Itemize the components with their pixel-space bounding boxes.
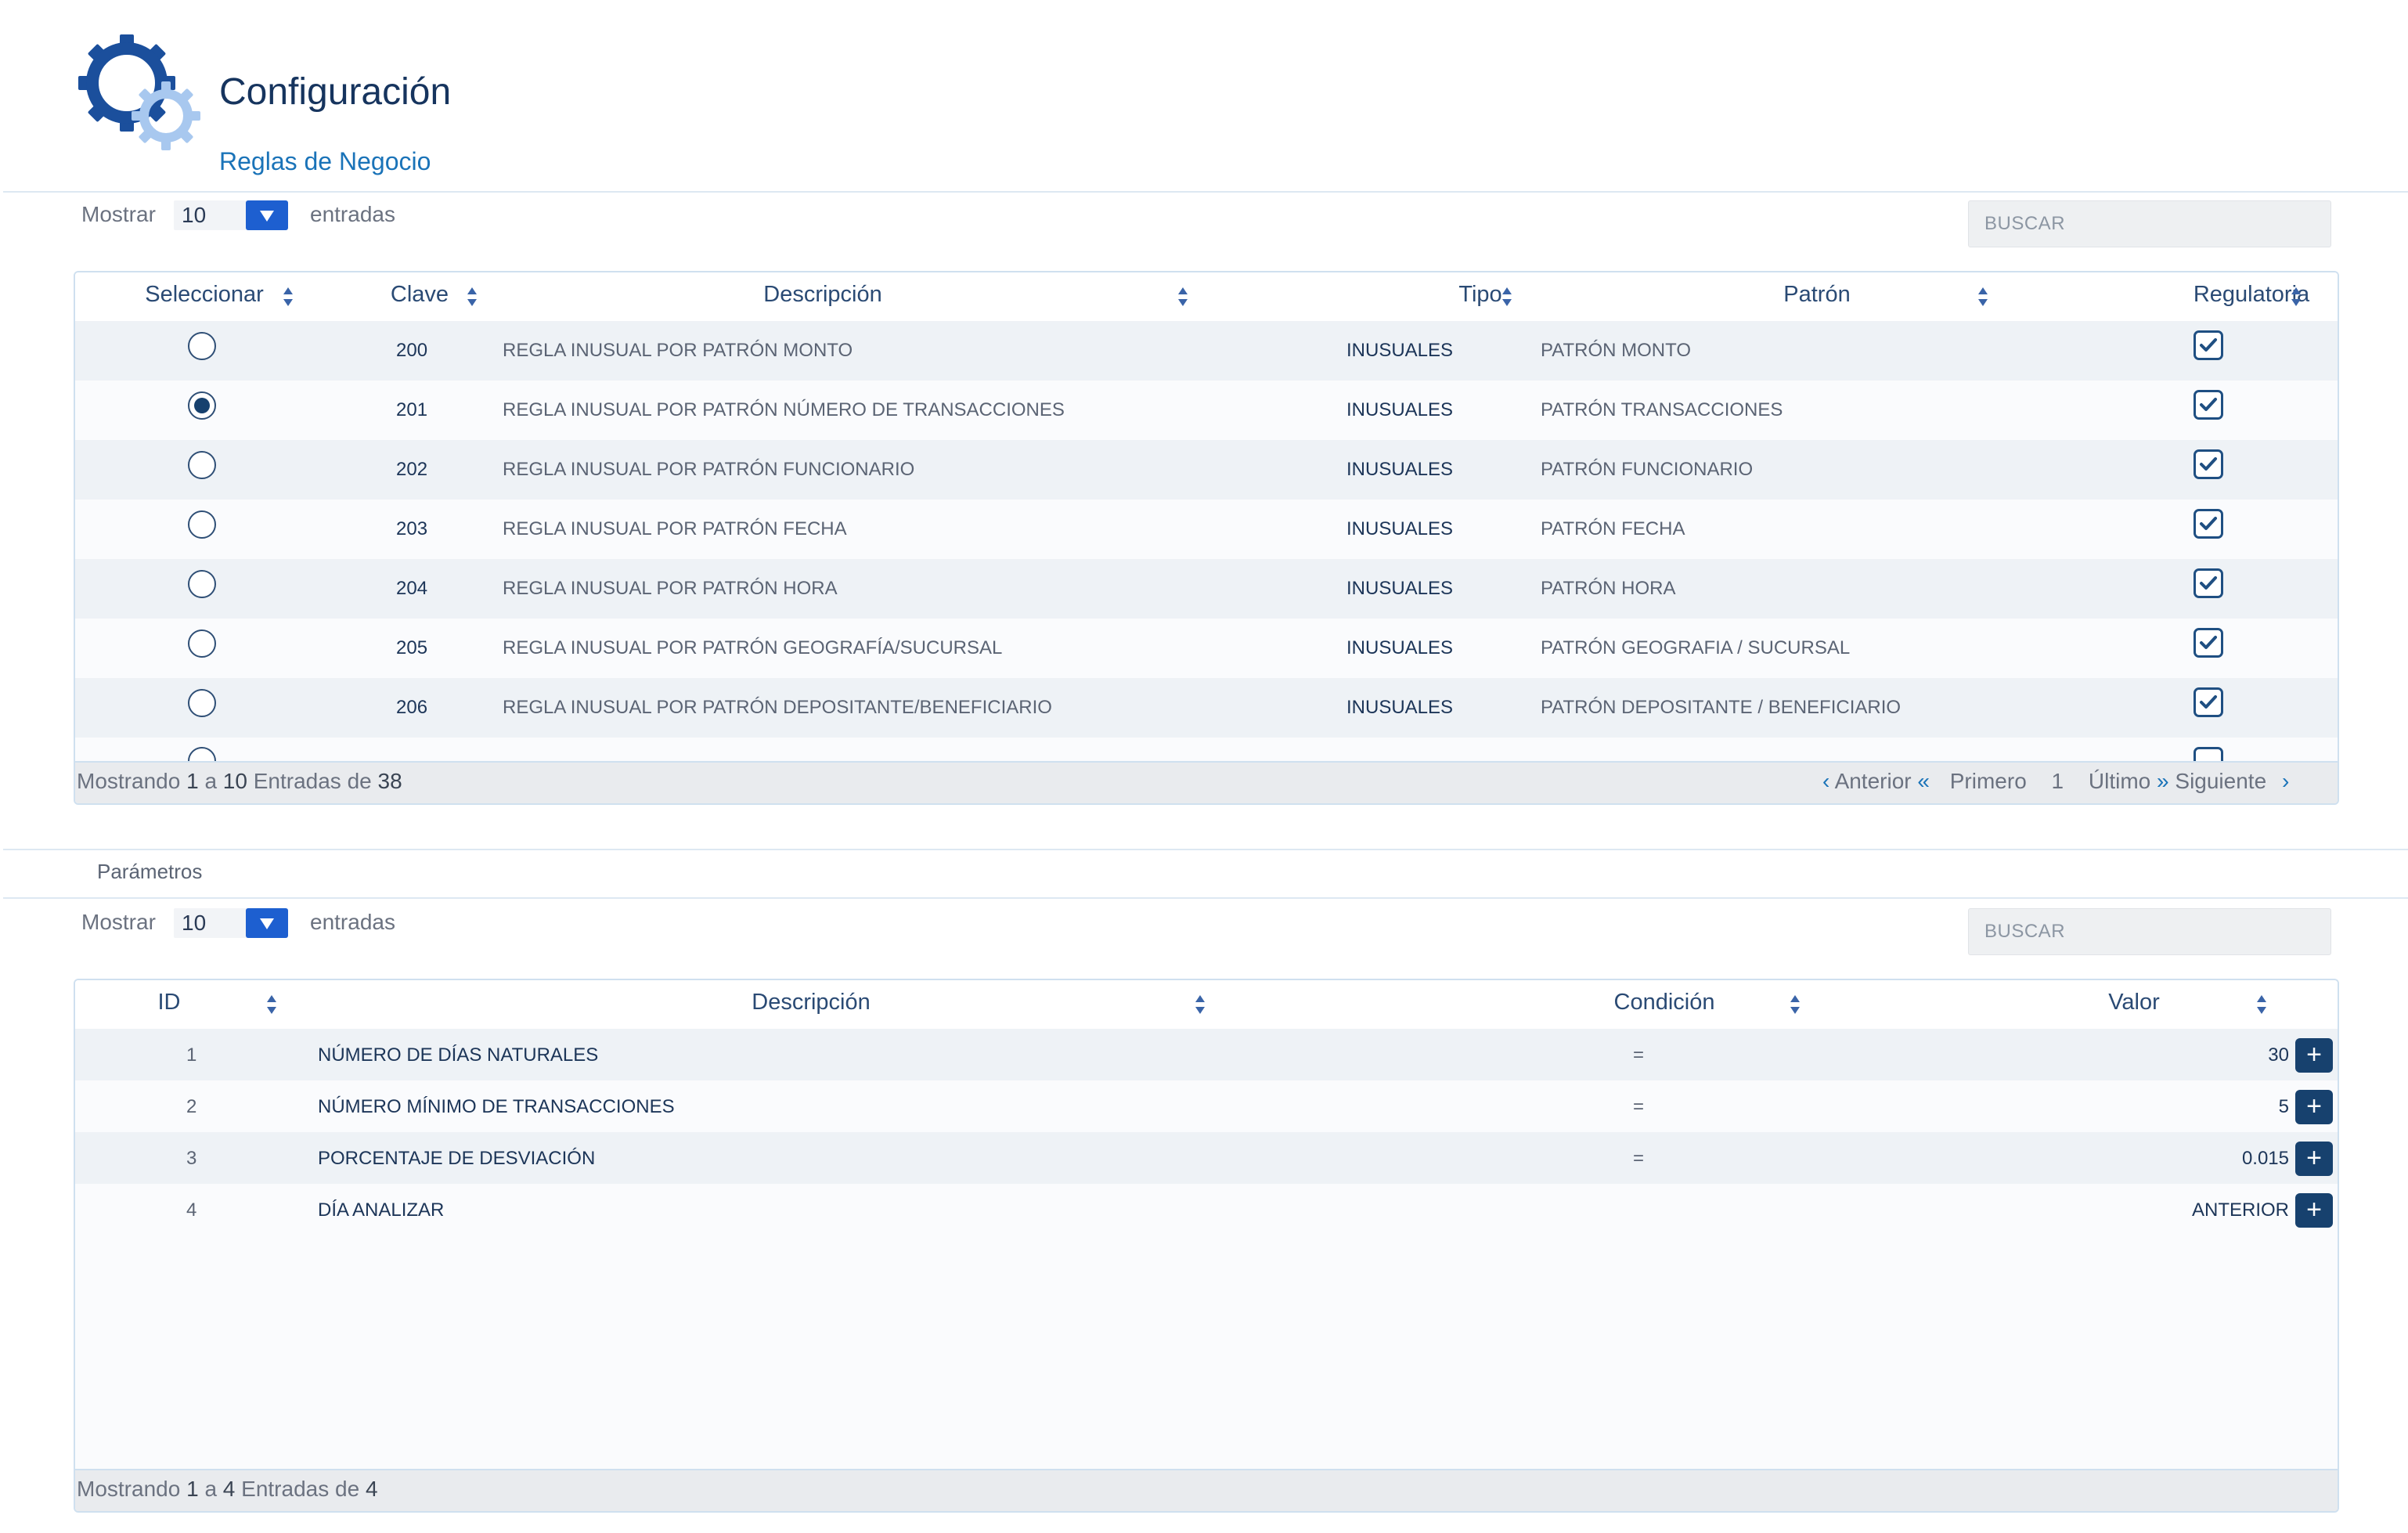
double-chevron-left-icon[interactable]: « [1917,769,1930,793]
cell-tipo: INUSUALES [1346,399,1454,420]
sort-icon[interactable] [1790,994,1801,1015]
col-descripcion[interactable]: Descripción [752,990,871,1015]
info-from: 1 [186,769,199,793]
sort-icon[interactable] [2256,994,2267,1015]
sort-icon[interactable] [266,994,277,1015]
sort-icon[interactable] [1177,287,1188,307]
sort-icon[interactable] [1977,287,1988,307]
cell-clave: 201 [396,399,428,420]
cell-patron: PATRÓN FECHA [1541,518,1685,539]
info-mid: Entradas de [253,769,372,793]
params-table-footer [75,1469,2338,1511]
params-table [74,979,2339,1513]
entries-select-value: 10 [182,911,207,935]
cell-valor: 5 [2278,1096,2289,1117]
length-label-after: entradas [310,910,395,934]
search-placeholder: BUSCAR [1984,921,2066,942]
entries-select[interactable] [174,908,288,938]
section-divider-top [3,849,2408,850]
cell-patron: PATRÓN MONTO [1541,340,1691,361]
info-prefix: Mostrando [77,1477,181,1501]
cell-id: 1 [186,1044,197,1066]
sort-icon[interactable] [467,287,478,307]
cell-descripcion: NÚMERO MÍNIMO DE TRANSACCIONES [318,1096,675,1117]
checkbox-checked-icon[interactable] [2194,687,2223,717]
cell-condicion: = [1633,1096,1645,1117]
row-select-radio[interactable] [188,570,216,598]
pager-first[interactable]: Primero [1949,769,2027,793]
rules-table [74,271,2339,805]
cell-descripcion: REGLA INUSUAL POR PATRÓN FUNCIONARIO [503,459,915,480]
cell-descripcion: NÚMERO DE DÍAS NATURALES [318,1044,599,1066]
table-row [75,1184,2338,1235]
cell-tipo: INUSUALES [1346,578,1454,599]
rules-search-input[interactable] [1968,200,2331,247]
cell-condicion: = [1633,1148,1645,1169]
chevron-right-icon[interactable]: › [2281,769,2290,793]
params-table-header [75,980,2338,1030]
table-row[interactable] [75,440,2338,500]
page-title: Configuración [219,71,452,113]
table-row[interactable] [75,500,2338,559]
info-prefix: Mostrando [77,769,181,793]
cell-valor: ANTERIOR [2191,1199,2289,1221]
cell-patron: PATRÓN FUNCIONARIO [1541,459,1754,480]
col-descripcion[interactable]: Descripción [763,282,882,307]
table-row [75,1029,2338,1080]
info-total: 4 [365,1477,378,1501]
cell-descripcion: REGLA INUSUAL POR PATRÓN DEPOSITANTE/BENEFICIARIO [503,697,1052,718]
row-select-radio[interactable] [188,629,216,658]
col-clave[interactable]: Clave [390,282,449,307]
col-patron[interactable]: Patrón [1783,282,1851,307]
cell-id: 4 [186,1199,197,1221]
row-select-radio[interactable] [188,332,216,360]
cell-descripcion: PORCENTAJE DE DESVIACIÓN [318,1148,596,1169]
plus-icon[interactable]: + [2295,1038,2333,1073]
table-row [75,1080,2338,1132]
info-sep: a [204,769,218,793]
row-select-radio[interactable] [188,451,216,479]
cell-clave: 204 [396,578,428,599]
plus-icon[interactable]: + [2295,1090,2333,1124]
length-label-after: entradas [310,202,395,226]
info-total: 38 [377,769,402,793]
cell-descripcion: REGLA INUSUAL POR PATRÓN MONTO [503,340,853,361]
search-placeholder: BUSCAR [1984,213,2066,234]
col-tipo[interactable]: Tipo [1458,282,1502,307]
cell-clave: 200 [396,340,428,361]
row-select-radio[interactable] [188,510,216,539]
rules-table-info [77,769,402,794]
checkbox-checked-icon[interactable] [2194,390,2223,420]
entries-select-value: 10 [182,203,207,227]
checkbox-checked-icon[interactable] [2194,330,2223,360]
pager [1822,769,2289,794]
info-to: 10 [222,769,247,793]
pager-page-1[interactable]: 1 [2051,769,2064,793]
double-chevron-right-icon[interactable]: » [2157,769,2169,793]
info-mid: Entradas de [241,1477,360,1501]
cell-tipo: INUSUALES [1346,697,1454,718]
plus-icon[interactable]: + [2295,1142,2333,1176]
cell-descripcion: REGLA INUSUAL POR PATRÓN HORA [503,578,838,599]
cell-patron: PATRÓN HORA [1541,578,1676,599]
cell-tipo: INUSUALES [1346,637,1454,658]
cell-descripcion: REGLA INUSUAL POR PATRÓN FECHA [503,518,847,539]
cell-valor: 30 [2268,1044,2289,1066]
cell-descripcion: REGLA INUSUAL POR PATRÓN GEOGRAFÍA/SUCURSAL [503,637,1003,658]
sort-icon[interactable] [1501,287,1512,307]
sort-icon[interactable] [283,287,294,307]
settings-gears-icon [75,34,202,157]
page-subtitle[interactable]: Reglas de Negocio [219,147,431,175]
checkbox-checked-icon[interactable] [2194,568,2223,598]
pager-last[interactable]: Último [2088,769,2151,793]
cell-patron: PATRÓN DEPOSITANTE / BENEFICIARIO [1541,697,1902,718]
info-sep: a [204,1477,218,1501]
rules-table-header [75,272,2338,323]
params-search-input[interactable] [1968,908,2331,955]
plus-icon[interactable]: + [2295,1193,2333,1228]
rules-table-footer [75,761,2338,803]
dropdown-arrow-icon[interactable] [246,200,288,230]
row-select-radio[interactable] [188,689,216,717]
cell-id: 2 [186,1096,197,1117]
cell-clave: 206 [396,697,428,718]
cell-patron: PATRÓN TRANSACCIONES [1541,399,1783,420]
cell-patron: PATRÓN GEOGRAFIA / SUCURSAL [1541,637,1851,658]
cell-id: 3 [186,1148,197,1169]
table-row [75,1132,2338,1184]
cell-clave: 203 [396,518,428,539]
checkbox-checked-icon[interactable] [2194,509,2223,539]
col-id[interactable]: ID [157,990,181,1015]
table-row[interactable] [75,381,2338,440]
info-from: 1 [186,1477,199,1501]
params-table-info [77,1477,378,1502]
cell-valor: 0.015 [2241,1148,2289,1169]
cell-tipo: INUSUALES [1346,340,1454,361]
table-row[interactable] [75,321,2338,381]
cell-descripcion: DÍA ANALIZAR [318,1199,445,1221]
section-divider-bottom [3,897,2408,899]
col-regulatoria[interactable]: Regulatoria [2193,282,2310,307]
length-label-before: Mostrar [81,910,156,934]
dropdown-arrow-icon[interactable] [246,908,288,938]
checkbox-checked-icon[interactable] [2194,628,2223,658]
cell-clave: 202 [396,459,428,480]
pager-prev[interactable]: Anterior [1834,769,1912,793]
info-to: 4 [222,1477,236,1501]
chevron-left-icon[interactable]: ‹ [1822,769,1830,793]
sort-icon[interactable] [1195,994,1206,1015]
col-seleccionar[interactable]: Seleccionar [145,282,264,307]
checkbox-checked-icon[interactable] [2194,449,2223,479]
table-row[interactable] [75,559,2338,619]
cell-descripcion: REGLA INUSUAL POR PATRÓN NÚMERO DE TRANSACCIONES [503,399,1065,420]
col-valor[interactable]: Valor [2108,990,2160,1015]
cell-tipo: INUSUALES [1346,518,1454,539]
col-condicion[interactable]: Condición [1613,990,1715,1015]
length-label-before: Mostrar [81,202,156,226]
sort-icon[interactable] [2291,287,2302,307]
section-label-parametros: Parámetros [97,860,203,883]
entries-select[interactable] [174,200,288,230]
cell-clave: 205 [396,637,428,658]
header-divider [3,191,2408,193]
table-row[interactable] [75,678,2338,738]
pager-next[interactable]: Siguiente [2175,769,2267,793]
cell-tipo: INUSUALES [1346,459,1454,480]
cell-condicion: = [1633,1044,1645,1066]
row-select-radio[interactable] [188,391,216,420]
table-row[interactable] [75,619,2338,678]
